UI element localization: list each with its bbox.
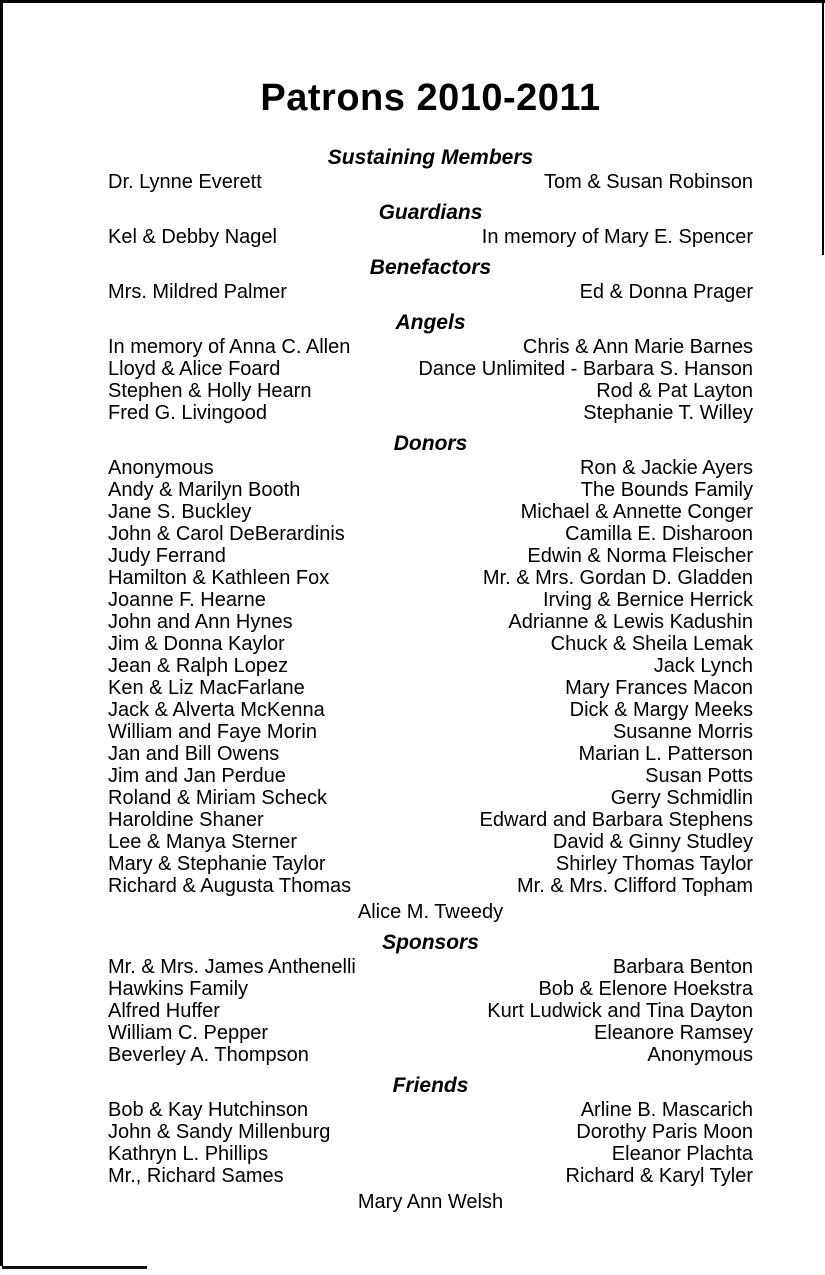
patron-name-left: Richard & Augusta Thomas bbox=[108, 875, 352, 897]
patron-row bbox=[108, 633, 753, 655]
patron-name-left: Jane S. Buckley bbox=[108, 501, 252, 523]
patron-name-right: Bob & Elenore Hoekstra bbox=[538, 978, 753, 1000]
patron-row bbox=[108, 978, 753, 1000]
patron-row bbox=[108, 1099, 753, 1121]
patron-name-right: Eleanore Ramsey bbox=[594, 1022, 753, 1044]
patron-name-left: Jack & Alverta McKenna bbox=[108, 699, 325, 721]
patron-row bbox=[108, 787, 753, 809]
patron-name-left: Hamilton & Kathleen Fox bbox=[108, 567, 330, 589]
patron-name-left: Bob & Kay Hutchinson bbox=[108, 1099, 309, 1121]
section-guardians bbox=[108, 201, 753, 248]
patron-name-right: Mary Frances Macon bbox=[565, 677, 753, 699]
patron-row bbox=[108, 545, 753, 567]
section-benefactors bbox=[108, 256, 753, 303]
patron-name-right: Tom & Susan Robinson bbox=[543, 171, 753, 193]
patron-name-right: Susan Potts bbox=[645, 765, 753, 787]
patron-name-right: Ron & Jackie Ayers bbox=[579, 457, 753, 479]
patron-row bbox=[108, 699, 753, 721]
section-donors bbox=[108, 432, 753, 923]
patron-row bbox=[108, 358, 753, 380]
patron-name-left: Jean & Ralph Lopez bbox=[108, 655, 289, 677]
patron-name-left: Beverley A. Thompson bbox=[108, 1044, 309, 1066]
patron-name-left: Judy Ferrand bbox=[108, 545, 226, 567]
patron-row bbox=[108, 1022, 753, 1044]
patron-name-left: Joanne F. Hearne bbox=[108, 589, 266, 611]
patron-name-right: Mr. & Mrs. Gordan D. Gladden bbox=[482, 567, 753, 589]
patron-row bbox=[108, 1165, 753, 1187]
patron-name-left: Dr. Lynne Everett bbox=[108, 171, 262, 193]
patron-name-right: Shirley Thomas Taylor bbox=[555, 853, 753, 875]
patron-name-left: In memory of Anna C. Allen bbox=[108, 336, 351, 358]
patron-sections bbox=[108, 146, 753, 1213]
patron-name-center: Alice M. Tweedy bbox=[357, 901, 504, 923]
patron-row bbox=[108, 457, 753, 479]
patron-name-right: Ed & Donna Prager bbox=[579, 281, 753, 303]
patron-name-right: Eleanor Plachta bbox=[611, 1143, 753, 1165]
patron-name-right: Rod & Pat Layton bbox=[596, 380, 753, 402]
patron-name-center: Mary Ann Welsh bbox=[357, 1191, 504, 1213]
patron-row bbox=[108, 655, 753, 677]
patron-row bbox=[108, 875, 753, 897]
patron-name-left: Alfred Huffer bbox=[108, 1000, 220, 1022]
patron-name-left: Hawkins Family bbox=[108, 978, 249, 1000]
patron-name-right: Edward and Barbara Stephens bbox=[479, 809, 753, 831]
section-heading: Donors bbox=[393, 432, 468, 455]
patron-name-right: In memory of Mary E. Spencer bbox=[481, 226, 753, 248]
patron-name-right: Camilla E. Disharoon bbox=[565, 523, 753, 545]
patron-row bbox=[108, 226, 753, 248]
patron-name-left: Lee & Manya Sterner bbox=[108, 831, 297, 853]
patron-row bbox=[108, 677, 753, 699]
patron-name-right: Marian L. Patterson bbox=[578, 743, 753, 765]
patron-row bbox=[108, 336, 753, 358]
patron-name-right: Gerry Schmidlin bbox=[610, 787, 753, 809]
patron-name-right: Barbara Benton bbox=[612, 956, 753, 978]
patron-name-left: Lloyd & Alice Foard bbox=[108, 358, 281, 380]
section-heading: Friends bbox=[392, 1074, 469, 1097]
patron-row bbox=[108, 1121, 753, 1143]
patron-name-left: Anonymous bbox=[108, 457, 214, 479]
patron-row bbox=[108, 380, 753, 402]
patron-row bbox=[108, 589, 753, 611]
patron-name-left: Jim and Jan Perdue bbox=[108, 765, 286, 787]
page-title: Patrons 2010-2011 bbox=[260, 77, 601, 119]
patron-name-right: Chuck & Sheila Lemak bbox=[550, 633, 753, 655]
patron-row bbox=[108, 523, 753, 545]
patron-name-right: Dorothy Paris Moon bbox=[576, 1121, 753, 1143]
patron-name-right: Kurt Ludwick and Tina Dayton bbox=[487, 1000, 753, 1022]
section-heading: Sustaining Members bbox=[327, 146, 534, 169]
patron-name-left: John & Carol DeBerardinis bbox=[108, 523, 345, 545]
patron-row bbox=[108, 809, 753, 831]
patron-row bbox=[108, 743, 753, 765]
patron-name-right: Susanne Morris bbox=[612, 721, 753, 743]
patron-name-left: Haroldine Shaner bbox=[108, 809, 264, 831]
patron-name-left: Mr., Richard Sames bbox=[108, 1165, 284, 1187]
section-angels bbox=[108, 311, 753, 424]
section-sponsors bbox=[108, 931, 753, 1066]
patron-name-left: John and Ann Hynes bbox=[108, 611, 293, 633]
patron-name-left: Kathryn L. Phillips bbox=[108, 1143, 269, 1165]
page-frame-bottom bbox=[2, 1266, 147, 1269]
patron-row bbox=[108, 721, 753, 743]
patron-name-left: John & Sandy Millenburg bbox=[108, 1121, 331, 1143]
patron-name-right: Dick & Margy Meeks bbox=[569, 699, 753, 721]
patron-name-right: Irving & Bernice Herrick bbox=[542, 589, 753, 611]
patron-name-right: The Bounds Family bbox=[580, 479, 753, 501]
patron-row bbox=[108, 479, 753, 501]
patron-name-right: Anonymous bbox=[647, 1044, 753, 1066]
patron-name-left: Kel & Debby Nagel bbox=[108, 226, 277, 248]
section-heading: Benefactors bbox=[369, 256, 492, 279]
patron-name-left: Roland & Miriam Scheck bbox=[108, 787, 327, 809]
patron-name-right: Richard & Karyl Tyler bbox=[565, 1165, 753, 1187]
patron-row bbox=[108, 501, 753, 523]
patron-row bbox=[108, 402, 753, 424]
patron-name-left: Stephen & Holly Hearn bbox=[108, 380, 312, 402]
patron-name-left: Andy & Marilyn Booth bbox=[108, 479, 301, 501]
section-sustaining-members bbox=[108, 146, 753, 193]
page-frame-left bbox=[0, 0, 3, 1266]
patron-name-right: Edwin & Norma Fleischer bbox=[527, 545, 753, 567]
patron-row bbox=[108, 1000, 753, 1022]
patron-row bbox=[108, 831, 753, 853]
patron-row bbox=[108, 765, 753, 787]
page-frame-right bbox=[822, 0, 824, 255]
patron-row bbox=[108, 853, 753, 875]
patrons-content bbox=[108, 0, 753, 1213]
section-heading: Guardians bbox=[378, 201, 483, 224]
patron-name-right: Adrianne & Lewis Kadushin bbox=[508, 611, 753, 633]
patron-name-left: Jim & Donna Kaylor bbox=[108, 633, 285, 655]
patron-row bbox=[108, 171, 753, 193]
patron-name-left: Ken & Liz MacFarlane bbox=[108, 677, 305, 699]
patron-name-left: Mr. & Mrs. James Anthenelli bbox=[108, 956, 356, 978]
patron-name-left: Mrs. Mildred Palmer bbox=[108, 281, 287, 303]
patron-row bbox=[108, 281, 753, 303]
patron-name-right: Stephanie T. Willey bbox=[583, 402, 753, 424]
patron-name-right: David & Ginny Studley bbox=[552, 831, 753, 853]
section-friends bbox=[108, 1074, 753, 1213]
patron-name-left: William and Faye Morin bbox=[108, 721, 317, 743]
section-heading: Sponsors bbox=[382, 931, 479, 954]
patron-name-right: Jack Lynch bbox=[653, 655, 753, 677]
patron-name-right: Chris & Ann Marie Barnes bbox=[522, 336, 753, 358]
patron-name-right: Dance Unlimited - Barbara S. Hanson bbox=[418, 358, 753, 380]
patron-name-right: Michael & Annette Conger bbox=[520, 501, 753, 523]
section-heading: Angels bbox=[395, 311, 466, 334]
patron-name-right: Arline B. Mascarich bbox=[580, 1099, 753, 1121]
patron-row bbox=[108, 1143, 753, 1165]
patron-name-left: William C. Pepper bbox=[108, 1022, 269, 1044]
patron-name-left: Jan and Bill Owens bbox=[108, 743, 280, 765]
patron-row bbox=[108, 611, 753, 633]
patron-name-left: Mary & Stephanie Taylor bbox=[108, 853, 326, 875]
patron-name-left: Fred G. Livingood bbox=[108, 402, 267, 424]
patron-row bbox=[108, 956, 753, 978]
patron-row bbox=[108, 1044, 753, 1066]
patron-name-right: Mr. & Mrs. Clifford Topham bbox=[517, 875, 753, 897]
patron-row bbox=[108, 567, 753, 589]
